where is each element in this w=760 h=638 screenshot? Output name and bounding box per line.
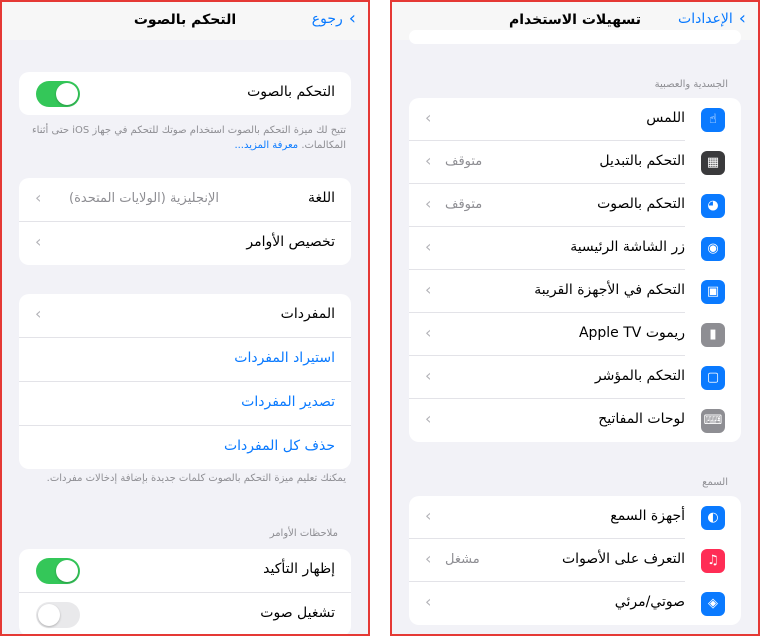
sound-recognition-icon: ♫ — [701, 549, 725, 573]
physical-motor-group — [409, 98, 741, 442]
pointer-control-icon: ▢ — [701, 366, 725, 390]
vocabulary-group — [19, 294, 351, 469]
language-label: اللغة — [307, 190, 335, 206]
customize-commands-label: تخصيص الأوامر — [246, 234, 335, 250]
page-title: التحكم بالصوت — [133, 12, 237, 28]
keyboard-icon: ⌨ — [701, 409, 725, 433]
list-item-label: أجهزة السمع — [610, 508, 685, 524]
hand-touch-icon: ☝ — [701, 108, 725, 132]
show-confirmation-toggle[interactable] — [36, 558, 80, 584]
show-confirmation-row — [19, 549, 351, 593]
voice-control-group — [19, 72, 351, 115]
nav-bar — [2, 2, 368, 40]
list-item-label: التحكم في الأجهزة القريبة — [534, 282, 685, 298]
chevron-right-icon: › — [738, 8, 746, 29]
chevron-right-icon: › — [348, 8, 356, 29]
chevron-left-icon: ‹ — [425, 506, 432, 525]
voice-control-row — [19, 72, 351, 115]
list-item-label: التحكم بالتبديل — [599, 153, 685, 169]
chevron-left-icon: ‹ — [425, 194, 432, 213]
import-vocabulary-row[interactable] — [19, 338, 351, 382]
chevron-left-icon: ‹ — [425, 108, 432, 127]
list-item[interactable] — [409, 582, 741, 625]
list-item[interactable] — [409, 270, 741, 313]
customize-commands-row[interactable] — [19, 222, 351, 265]
chevron-left-icon: ‹ — [425, 151, 432, 170]
list-item-label: التحكم بالمؤشر — [594, 368, 685, 384]
voice-control-footnote — [32, 123, 346, 153]
switch-grid-icon: ▦ — [701, 151, 725, 175]
previous-group-edge — [409, 30, 741, 44]
chevron-left-icon: ‹ — [425, 592, 432, 611]
learn-more-link[interactable]: معرفة المزيد... — [234, 140, 299, 151]
list-item[interactable] — [409, 184, 741, 227]
chevron-left-icon: ‹ — [425, 323, 432, 342]
physical-motor-header: الجسدية والعصبية — [654, 79, 728, 90]
list-item-label: اللمس — [646, 110, 685, 126]
voice-control-label: التحكم بالصوت — [247, 84, 335, 100]
command-feedback-group — [19, 549, 351, 636]
chevron-left-icon: ‹ — [425, 366, 432, 385]
play-sound-toggle[interactable] — [36, 602, 80, 628]
back-label: الإعدادات — [678, 11, 733, 27]
play-sound-label: تشغيل صوت — [260, 605, 335, 621]
list-item[interactable] — [409, 98, 741, 141]
apple-tv-remote-icon: ▮ — [701, 323, 725, 347]
vocabulary-row[interactable] — [19, 294, 351, 338]
list-item-label: التحكم بالصوت — [597, 196, 685, 212]
list-item-value: متوقف — [445, 197, 483, 212]
list-item-label: صوتي/مرئي — [614, 594, 685, 610]
language-row[interactable] — [19, 178, 351, 222]
vocabulary-label: المفردات — [280, 306, 335, 322]
language-group — [19, 178, 351, 265]
command-feedback-header: ملاحظات الأوامر — [269, 528, 338, 539]
chevron-left-icon: ‹ — [425, 237, 432, 256]
nearby-devices-icon: ▣ — [701, 280, 725, 304]
play-sound-row — [19, 593, 351, 636]
list-item[interactable] — [409, 141, 741, 184]
footnote-text: تتيح لك ميزة التحكم بالصوت استخدام صوتك للتحكم في جهاز iOS حتى أثناء المكالمات. — [31, 125, 346, 151]
list-item[interactable] — [409, 356, 741, 399]
chevron-left-icon: ‹ — [35, 232, 42, 251]
home-button-icon: ◉ — [701, 237, 725, 261]
chevron-left-icon: ‹ — [425, 409, 432, 428]
export-vocabulary-row[interactable] — [19, 382, 351, 426]
vocabulary-footnote: يمكنك تعليم ميزة التحكم بالصوت كلمات جديدة بإضافة إدخالات مفردات. — [46, 473, 346, 484]
list-item[interactable] — [409, 496, 741, 539]
accessibility-pane — [390, 0, 760, 636]
show-confirmation-label: إظهار التأكيد — [263, 561, 335, 577]
audio-visual-icon: ◈ — [701, 592, 725, 616]
hearing-header: السمع — [702, 477, 728, 488]
language-value: الإنجليزية (الولايات المتحدة) — [69, 191, 219, 206]
voice-control-pane — [0, 0, 370, 636]
chevron-left-icon: ‹ — [425, 280, 432, 299]
chevron-left-icon: ‹ — [425, 549, 432, 568]
back-label: رجوع — [311, 11, 343, 27]
delete-all-vocabulary-link[interactable]: حذف كل المفردات — [223, 438, 335, 454]
voice-control-icon: ◕ — [701, 194, 725, 218]
list-item-label: ريموت Apple TV — [578, 325, 685, 341]
page-title: تسهيلات الاستخدام — [509, 12, 641, 28]
chevron-left-icon: ‹ — [35, 304, 42, 323]
list-item[interactable] — [409, 399, 741, 442]
delete-vocabulary-row[interactable] — [19, 426, 351, 469]
list-item-label: التعرف على الأصوات — [562, 551, 685, 567]
voice-control-toggle[interactable] — [36, 81, 80, 107]
list-item-value: مشغل — [445, 552, 480, 567]
list-item[interactable] — [409, 313, 741, 356]
list-item-value: متوقف — [445, 154, 483, 169]
import-vocabulary-link[interactable]: استيراد المفردات — [234, 350, 335, 366]
list-item-label: لوحات المفاتيح — [598, 411, 685, 427]
chevron-left-icon: ‹ — [35, 188, 42, 207]
list-item[interactable] — [409, 227, 741, 270]
export-vocabulary-link[interactable]: تصدير المفردات — [241, 394, 335, 410]
list-item[interactable] — [409, 539, 741, 582]
hearing-group — [409, 496, 741, 625]
ear-icon: ◐ — [701, 506, 725, 530]
list-item-label: زر الشاشة الرئيسية — [570, 239, 685, 255]
